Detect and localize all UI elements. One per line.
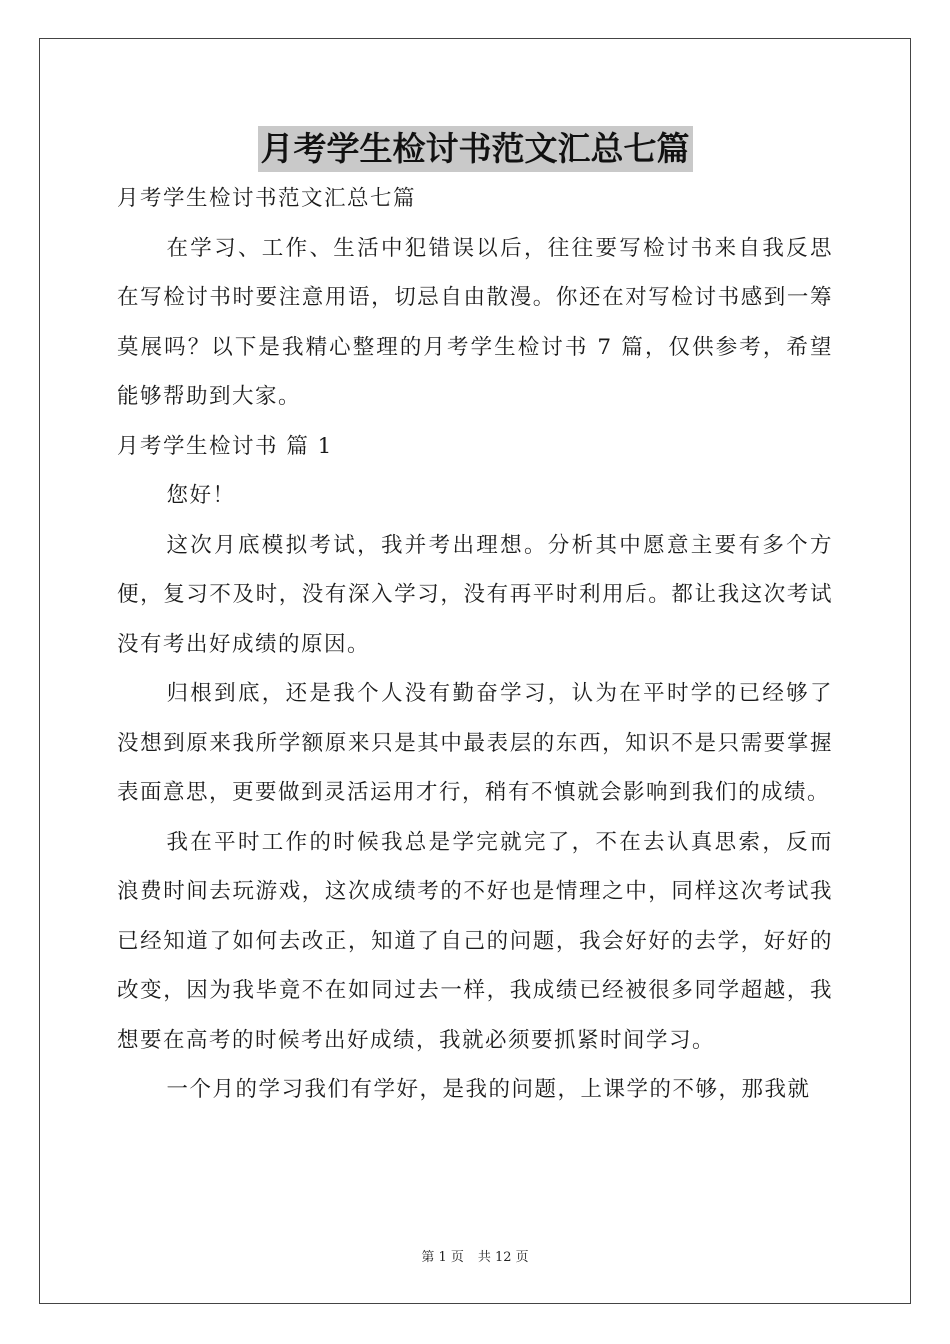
greeting-paragraph: 您好！ [166,483,236,508]
section-heading: 月考学生检讨书 篇 1 [117,433,333,459]
page-number: 第 1 页 [421,1250,464,1265]
subtitle-line: 月考学生检讨书范文汇总七篇 [117,186,417,211]
document-title: 月考学生检讨书范文汇总七篇 [258,126,693,172]
intro-paragraph: 在学习、工作、生活中犯错误以后，往往要写检讨书来自我反思在写检讨书时要注意用语，切忌自由散漫。你还在对写检讨书感到一筹莫展吗？以下是我精心整理的月考学生检讨书 7 篇，仅供参考，希望能够帮助到大家。 [117,235,833,409]
page-footer [0,1246,950,1265]
body-paragraph: 归根到底，还是我个人没有勤奋学习，认为在平时学的已经够了没想到原来我所学额原来只是其中最表层的东西，知识不是只需要掌握表面意思，更要做到灵活运用才行，稍有不慎就会影响到我们的成绩。 [117,681,833,805]
page-total: 共 12 页 [477,1250,529,1265]
body-paragraph: 我在平时工作的时候我总是学完就完了，不在去认真思索，反而浪费时间去玩游戏，这次成绩考的不好也是情理之中，同样这次考试我已经知道了如何去改正，知道了自己的问题，我会好好的去学，好好的改变，因为我毕竟不在如同过去一样，我成绩已经被很多同学超越，我想要在高考的时候考出好成绩，我就必须要抓紧时间学习。 [117,829,833,1053]
body-paragraph: 这次月底模拟考试，我并考出理想。分析其中愿意主要有多个方便，复习不及时，没有深入学习，没有再平时利用后。都让我这次考试没有考出好成绩的原因。 [117,532,833,657]
title-wrap [0,126,950,172]
body-paragraph: 一个月的学习我们有学好，是我的问题，上课学的不够，那我就 [166,1077,811,1102]
document-body [117,174,833,1115]
